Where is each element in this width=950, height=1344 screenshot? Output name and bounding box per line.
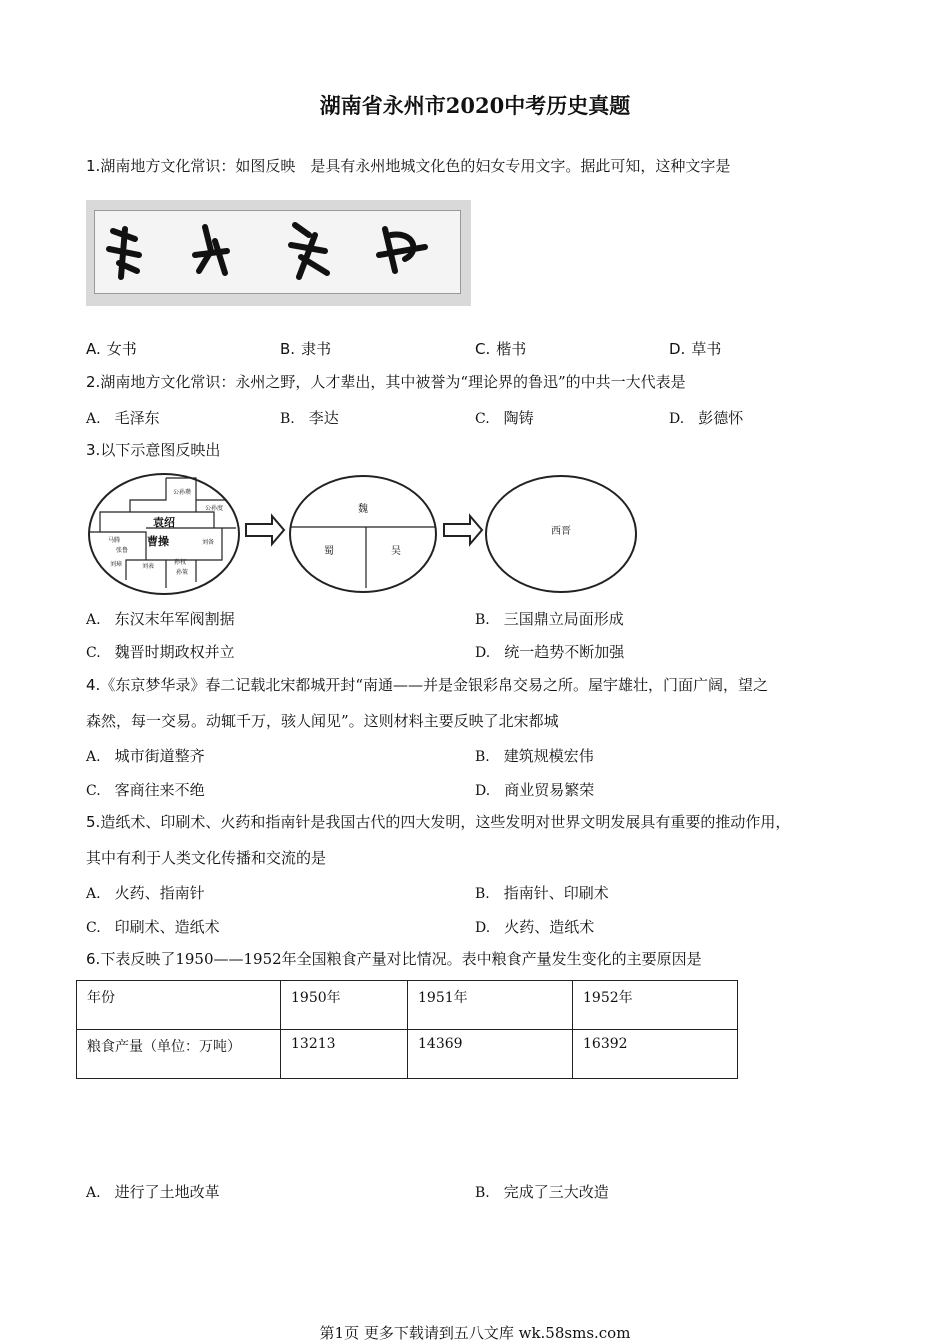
option-b[interactable] [475,882,609,903]
three-kingdoms-diagram [86,470,646,600]
option-key: B. [475,749,490,765]
option-text: 火药、指南针 [114,884,205,902]
option-a[interactable] [86,745,205,766]
option-c[interactable] [475,407,534,428]
table-cell: 13213 [281,1030,408,1079]
page-title: 湖南省永州市2020中考历史真题 [319,93,631,118]
option-text: 东汉末年军阀割据 [114,610,235,628]
question-5-continued: 其中有利于人类文化传播和交流的是 [86,849,327,867]
nushu-characters [95,211,460,293]
table-cell: 1952年 [573,981,738,1030]
table-cell: 16392 [573,1030,738,1079]
question-number: 3. [86,441,101,459]
option-text: 完成了三大改造 [503,1183,609,1201]
option-text: 楷书 [496,340,527,358]
arrow-right-icon [246,516,284,544]
map-warlords [89,474,239,594]
label-liu-bei: 刘备 [201,539,215,546]
option-a[interactable] [86,882,205,903]
label-cao-cao: 曹操 [147,535,169,548]
option-key: D. [475,920,491,936]
option-text: 陶铸 [503,409,534,427]
option-a[interactable] [86,1181,220,1202]
table-cell: 粮食产量（单位：万吨） [77,1030,281,1079]
label-gongsun-du: 公孙度 [204,505,224,512]
label-gongsun-zan: 公孙瓒 [172,489,192,496]
option-b[interactable] [475,608,624,629]
option-key: C. [475,411,490,427]
option-b[interactable] [280,407,339,428]
question-number: 2. [86,373,101,391]
option-key: B. [475,1185,490,1201]
question-number: 6. [86,950,101,968]
option-c[interactable] [86,916,220,937]
label-sun-ce: 孙策 [175,569,189,576]
table-cell: 1951年 [408,981,573,1030]
table-cell: 1950年 [281,981,408,1030]
table-cell: 年份 [77,981,281,1030]
option-text: 三国鼎立局面形成 [503,610,624,628]
option-key: A. [86,886,101,902]
option-d[interactable] [475,641,624,662]
option-key: A. [86,1185,101,1201]
label-yuan-shao: 袁绍 [153,516,175,529]
option-key: B. [280,411,295,427]
option-text: 统一趋势不断加强 [504,643,625,661]
option-b[interactable] [475,745,594,766]
option-text: 彭德怀 [698,409,744,427]
option-key: C. [475,340,491,358]
option-d[interactable] [669,338,721,359]
question-6 [86,949,702,969]
question-3 [86,440,220,460]
option-key: A. [86,749,101,765]
option-text: 进行了土地改革 [114,1183,220,1201]
option-key: C. [86,645,101,661]
question-text: 《东京梦华录》春二记载北宋都城开封“南通——并是金银彩帛交易之所。屋宇雄壮，门面广阔，望之 [100,676,768,694]
question-text: 造纸术、印刷术、火药和指南针是我国古代的四大发明，这些发明对世界文明发展具有重要的推动作用， [100,813,791,831]
option-c[interactable] [86,641,235,662]
option-d[interactable] [475,916,594,937]
option-text: 商业贸易繁荣 [504,781,595,799]
label-wu: 吴 [391,546,401,557]
option-c[interactable] [86,779,205,800]
question-1 [86,156,730,176]
label-wei: 魏 [358,504,368,515]
option-text: 城市街道整齐 [114,747,205,765]
option-key: B. [475,886,490,902]
label-western-jin: 西晋 [551,526,571,537]
option-key: D. [475,783,491,799]
option-b[interactable] [280,338,331,359]
option-text: 印刷术、造纸术 [114,918,220,936]
label-shu: 蜀 [324,546,334,557]
option-text: 火药、造纸术 [504,918,595,936]
question-4-continued: 森然，每一交易。动辄千万，骇人闻见”。这则材料主要反映了北宋都城 [86,712,559,730]
question-4 [86,675,768,695]
option-text: 隶书 [301,340,332,358]
option-key: B. [475,612,490,628]
nushu-script-panel [94,210,461,294]
option-b[interactable] [475,1181,609,1202]
option-text: 草书 [691,340,722,358]
option-key: A. [86,411,101,427]
option-key: C. [86,920,101,936]
option-d[interactable] [475,779,594,800]
option-key: D. [669,411,685,427]
question-2 [86,372,686,392]
map-three-kingdoms [290,476,436,592]
question-5 [86,812,790,832]
nushu-image [86,200,471,306]
question-text: 以下示意图反映出 [100,441,221,459]
option-key: A. [86,340,101,358]
question-number: 4. [86,676,101,694]
option-key: C. [86,783,101,799]
option-text: 客商往来不绝 [114,781,205,799]
option-text: 毛泽东 [114,409,160,427]
option-a[interactable] [86,338,137,359]
grain-output-table [76,980,738,1079]
option-key: D. [475,645,491,661]
option-key: D. [669,340,686,358]
option-d[interactable] [669,407,743,428]
option-text: 魏晋时期政权并立 [114,643,235,661]
label-zhang-lu: 张鲁 [115,547,129,554]
option-a[interactable] [86,407,160,428]
label-ma-teng: 马腾 [107,537,121,544]
question-text: 湖南地方文化常识：如图反映 是具有永州地城文化色的妇女专用文字。据此可知，这种文字是 [100,157,731,175]
question-text: 湖南地方文化常识：永州之野，人才辈出，其中被誉为“理论界的鲁迅”的中共一大代表是 [100,373,686,391]
option-a[interactable] [86,608,235,629]
label-sun-quan: 孙权 [173,559,187,566]
question-text: 下表反映了1950——1952年全国粮食产量对比情况。表中粮食产量发生变化的主要原因是 [100,950,702,968]
page-footer: 第1页 更多下载请到五八文库 wk.58sms.com [319,1324,631,1342]
option-key: B. [280,340,296,358]
table-cell: 14369 [408,1030,573,1079]
question-number: 5. [86,813,101,831]
option-text: 李达 [308,409,339,427]
option-text: 建筑规模宏伟 [503,747,594,765]
table-row [77,981,738,1030]
option-key: A. [86,612,101,628]
question-number: 1. [86,157,101,175]
option-text: 女书 [106,340,137,358]
label-liu-biao: 刘表 [141,563,155,570]
label-liu-zhang: 刘璋 [109,561,123,568]
option-text: 指南针、印刷术 [503,884,609,902]
arrow-right-icon [444,516,482,544]
option-c[interactable] [475,338,526,359]
table-row [77,1030,738,1079]
